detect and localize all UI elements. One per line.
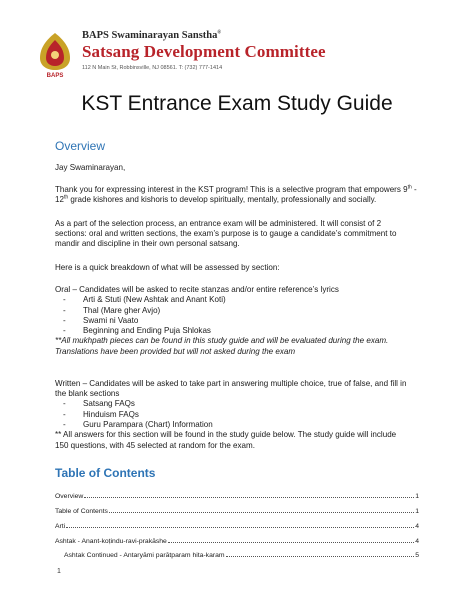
written-note: ** All answers for this section will be found in the study guide below. The study guide will include	[55, 430, 397, 440]
written-intro: Written – Candidates will be asked to take part in answering multiple choice, true of false, and fill in	[55, 379, 407, 388]
toc-entry-table-of-contents[interactable]: Table of Contents 1	[55, 508, 419, 515]
greeting: Jay Swaminarayan,	[55, 163, 126, 172]
toc-entry-ashtak-continued[interactable]: Ashtak Continued - Antaryāmi parātparam hita-karam 5	[64, 552, 419, 559]
oral-list	[55, 295, 427, 336]
committee-name: Satsang Development Committee	[82, 42, 326, 61]
list-item: - Arti & Stuti (New Ashtak and Anant Koti)	[63, 295, 226, 305]
written-list	[55, 399, 427, 430]
registered-mark: ®	[217, 30, 222, 36]
letterhead	[34, 30, 334, 80]
toc-entry-arti[interactable]: Arti 4	[55, 523, 419, 530]
written-section	[55, 379, 427, 451]
breakdown-intro: Here is a quick breakdown of what will be assessed by section:	[55, 263, 280, 272]
list-item: - Thal (Mare gher Avjo)	[63, 305, 161, 315]
list-item: - Guru Parampara (Chart) Information	[63, 420, 213, 429]
list-item: - Satsang FAQs	[63, 399, 135, 409]
written-intro-cont: the blank sections	[55, 389, 120, 399]
written-note-cont: 150 questions, with 45 selected at random for the exam.	[55, 440, 255, 450]
svg-text:BAPS: BAPS	[46, 73, 64, 78]
list-item: - Swami ni Vaato	[63, 315, 139, 325]
document-title: KST Entrance Exam Study Guide	[81, 92, 393, 115]
address: 112 N Main St, Robbinsville, NJ 08561. T: (732) 777-1414	[82, 65, 223, 71]
oral-intro: Oral – Candidates will be asked to recite stanzas and/or entire reference’s lyrics	[55, 285, 339, 294]
oral-section	[55, 285, 427, 357]
overview-heading: Overview	[55, 139, 106, 153]
oral-note: **All mukhpath pieces can be found in this study guide and will be evaluated during the exam.	[55, 336, 389, 346]
toc-entry-ashtak[interactable]: Ashtak - Anant-koṭindu-ravi-prakāshe 4	[55, 538, 419, 545]
baps-logo	[34, 30, 76, 78]
intro-paragraph: Thank you for expressing interest in the KST program! This is a selective program that empowers 9th - 12th grade kishores and kishoris to develop spiritually, mentally, professionally and socially.	[55, 184, 417, 205]
letterhead-text	[82, 30, 326, 73]
list-item: - Beginning and Ending Puja Shlokas	[63, 326, 211, 336]
toc-heading: Table of Contents	[55, 466, 156, 480]
page-number: 1	[57, 568, 61, 575]
oral-note-cont: Translations have been provided but will not asked during the exam	[55, 346, 296, 356]
toc-entry-overview[interactable]: Overview 1	[55, 493, 419, 500]
org-name: BAPS Swaminarayan Sanstha®	[82, 30, 222, 41]
selection-paragraph: As a part of the selection process, an entrance exam will be administered. It will consist of 2 sections: oral and written sections, the exam’s purpose is to gauge a candidate’s commitment to mandir and discipline in their own personal satsang.	[55, 219, 397, 249]
list-item: - Hinduism FAQs	[63, 409, 139, 419]
